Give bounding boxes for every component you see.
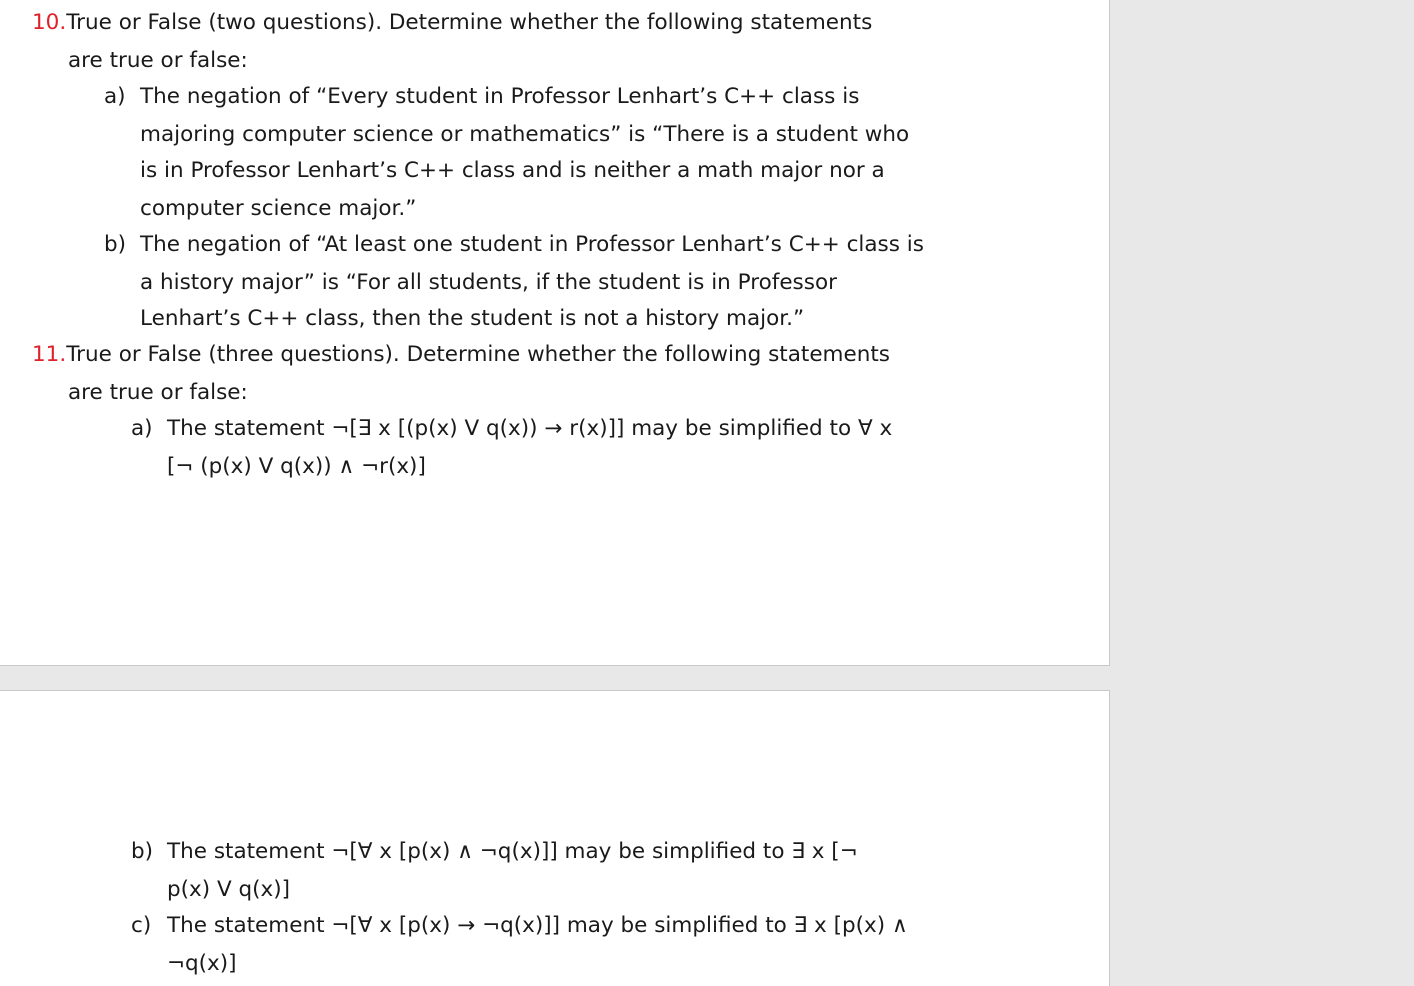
- question-10-intro-line-2: are true or false:: [68, 48, 248, 73]
- question-11b-line-2: p(x) V q(x)]: [167, 877, 291, 902]
- question-10-intro-line-1: True or False (two questions). Determine whether the following statements: [66, 10, 873, 35]
- question-10b-line-2: a history major” is “For all students, if the student is in Professor: [140, 270, 837, 295]
- question-11-intro-line-2: are true or false:: [68, 380, 248, 405]
- question-11c-line-1: The statement ¬[∀ x [p(x) → ¬q(x)]] may be simplified to ∃ x [p(x) ∧: [167, 913, 908, 938]
- question-11b-line-1: The statement ¬[∀ x [p(x) ∧ ¬q(x)]] may be simplified to ∃ x [¬: [167, 839, 858, 864]
- question-10a-label: a): [104, 84, 126, 109]
- question-11-number: 11.: [32, 342, 67, 367]
- question-10a-line-1: The negation of “Every student in Professor Lenhart’s C++ class is: [140, 84, 860, 109]
- question-11-heading: [32, 342, 890, 368]
- question-10b-label: b): [104, 232, 127, 257]
- question-10a-line-4: computer science major.”: [140, 196, 417, 221]
- question-11-intro-line-1: True or False (three questions). Determine whether the following statements: [66, 342, 890, 367]
- question-10-heading: [32, 10, 872, 36]
- question-10b-line-1: The negation of “At least one student in Professor Lenhart’s C++ class is: [140, 232, 924, 257]
- question-11a-line-2: [¬ (p(x) V q(x)) ∧ ¬r(x)]: [167, 454, 426, 479]
- question-11a-line-1: The statement ¬[∃ x [(p(x) V q(x)) → r(x)]] may be simplified to ∀ x: [167, 416, 893, 441]
- question-10b-line-3: Lenhart’s C++ class, then the student is not a history major.”: [140, 306, 805, 331]
- document-page-2: [0, 690, 1110, 986]
- question-11c-label: c): [131, 913, 152, 938]
- question-11c-line-2: ¬q(x)]: [167, 951, 237, 976]
- question-11b-label: b): [131, 839, 154, 864]
- question-10a-line-3: is in Professor Lenhart’s C++ class and is neither a math major nor a: [140, 158, 885, 183]
- question-10a-line-2: majoring computer science or mathematics” is “There is a student who: [140, 122, 910, 147]
- question-10-number: 10.: [32, 10, 67, 35]
- question-11a-label: a): [131, 416, 153, 441]
